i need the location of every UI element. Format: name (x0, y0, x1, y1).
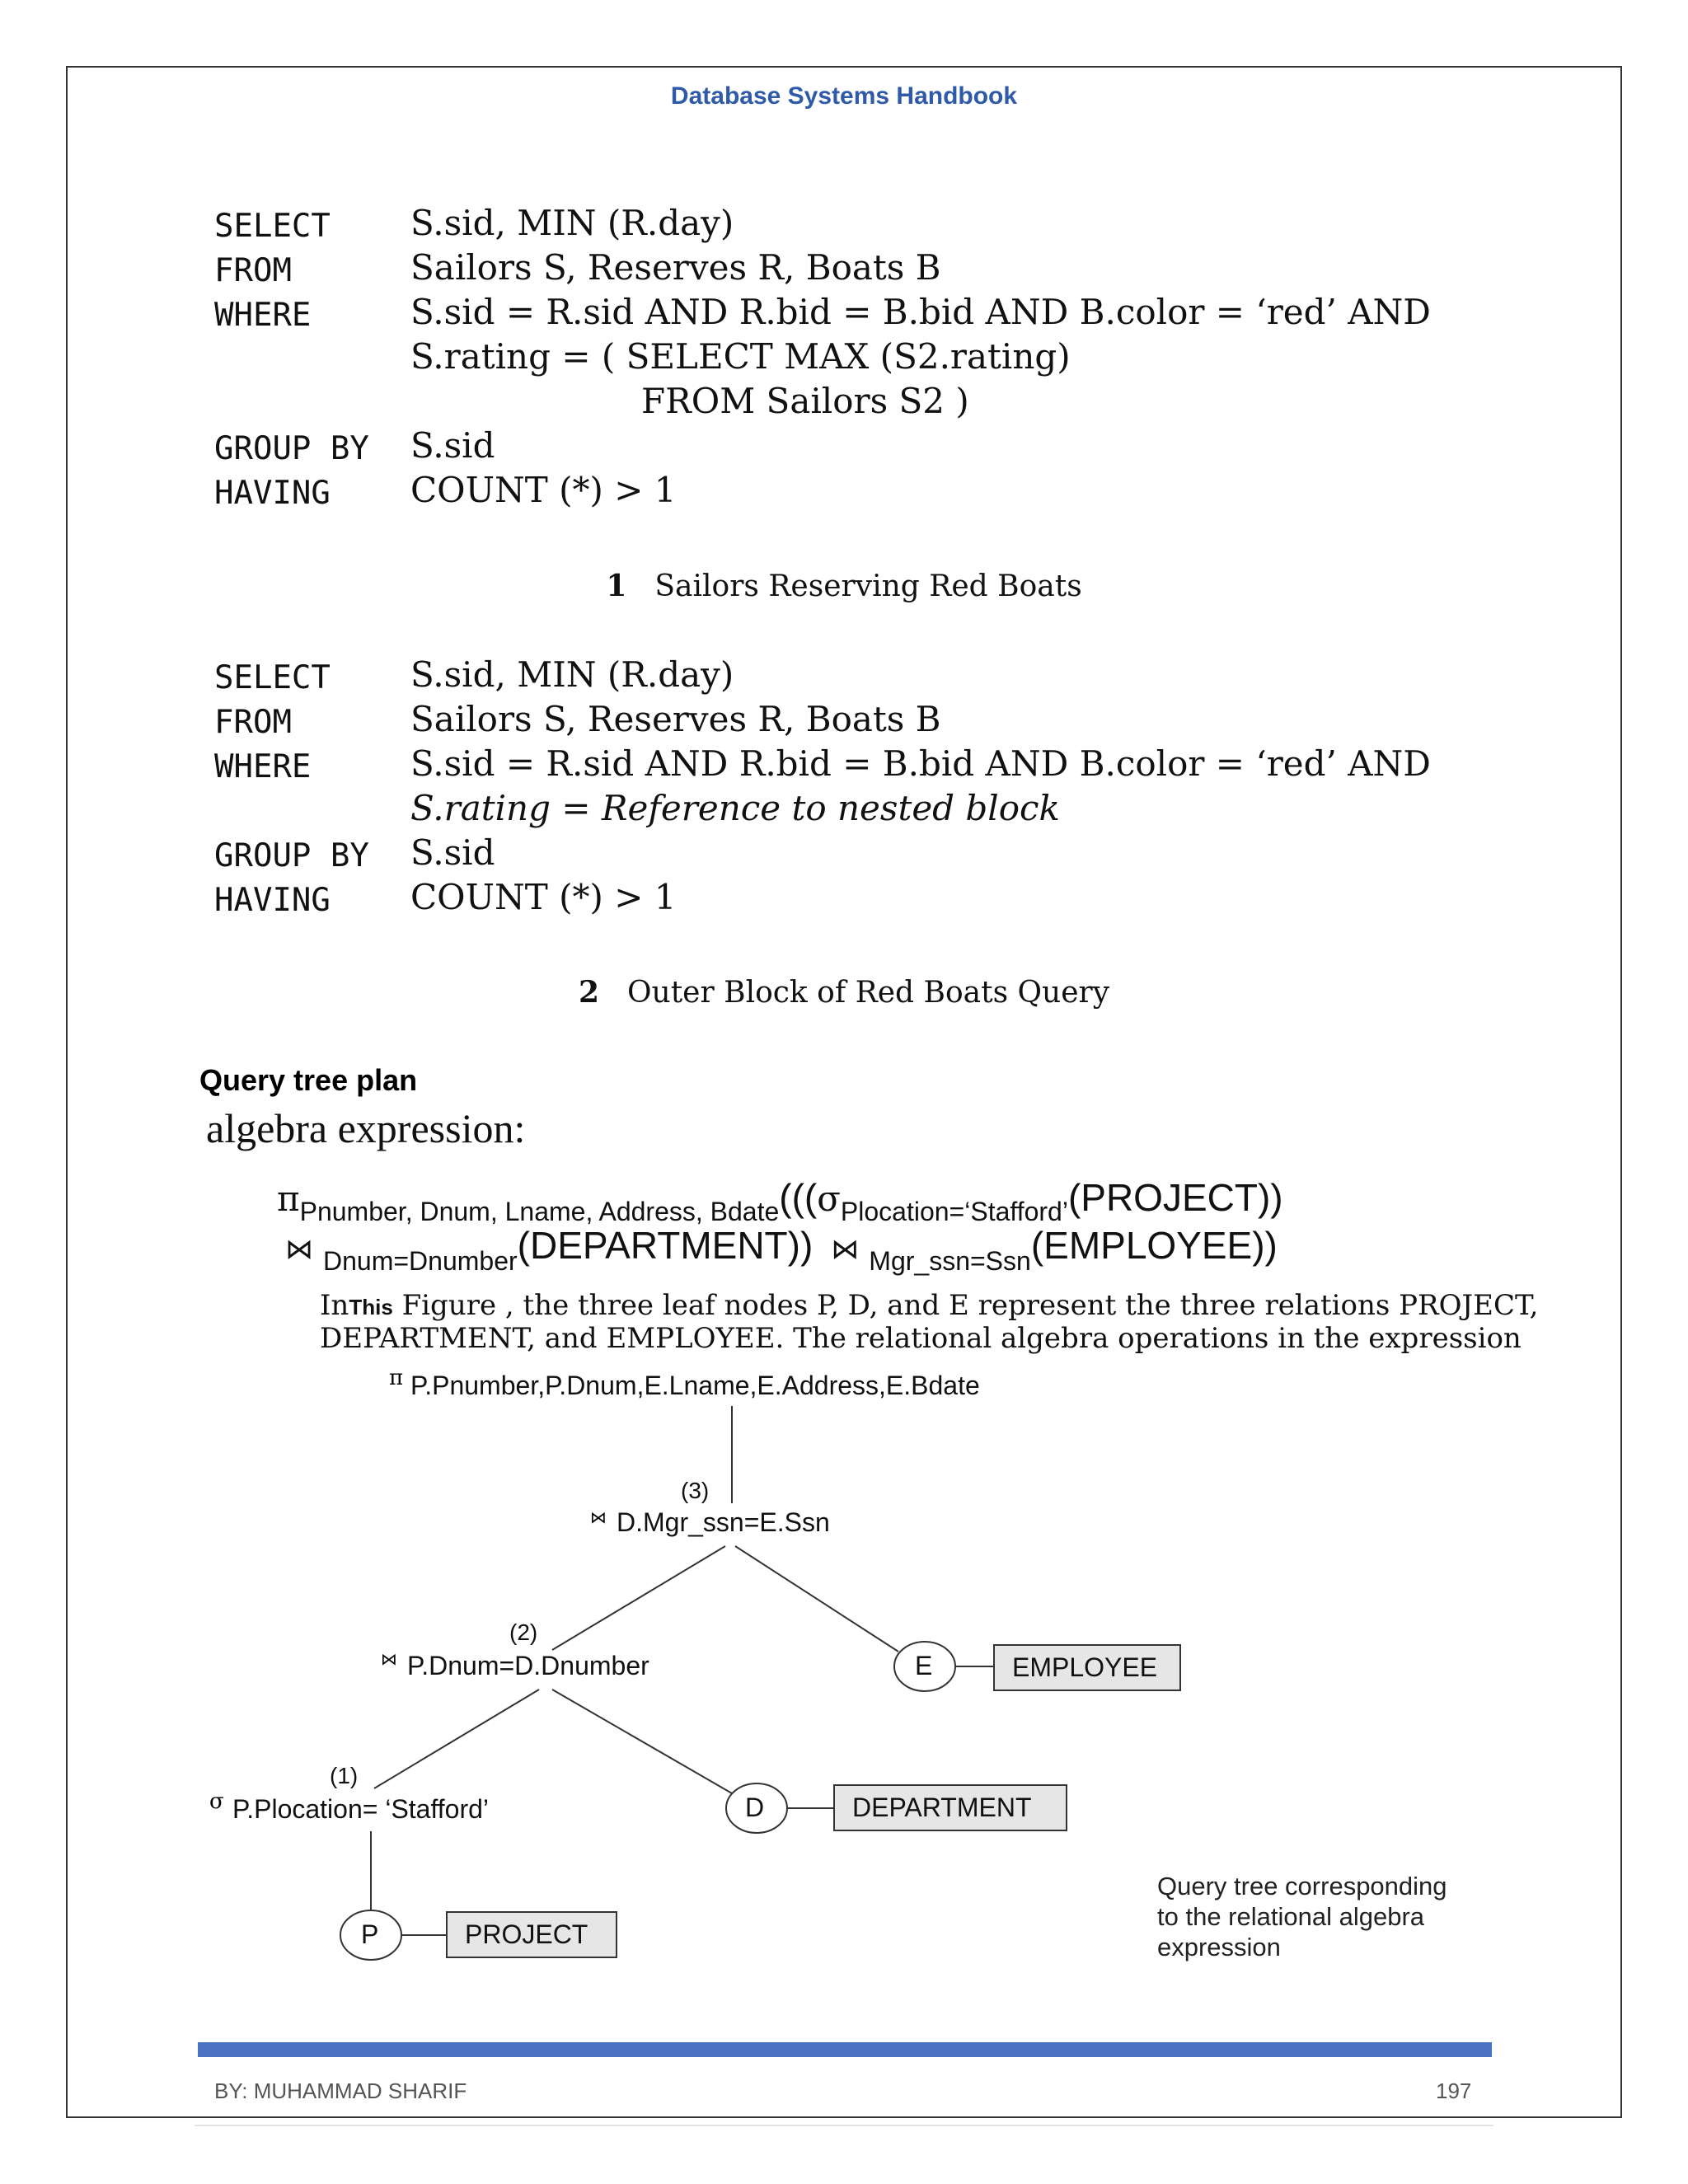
sql-clause: S.sid (410, 832, 495, 873)
sigma-symbol: σ (817, 1179, 841, 1219)
sql-clause: Sailors S, Reserves R, Boats B (410, 699, 941, 739)
sql-clause: S.sid = R.sid AND R.bid = B.bid AND B.color = ‘red’ AND (410, 292, 1431, 332)
page-header-title: Database Systems Handbook (670, 82, 1018, 110)
relation-employee: (EMPLOYEE)) (1030, 1224, 1278, 1267)
tree-node-number: (2) (509, 1619, 538, 1645)
paragraph-prefix: In (320, 1289, 349, 1322)
leaf-e-letter: E (915, 1651, 933, 1680)
leaf-d-letter: D (745, 1793, 765, 1822)
tree-caption-line: Query tree corresponding (1157, 1872, 1447, 1900)
sql-keyword: WHERE (214, 297, 312, 334)
projection-attributes: Pnumber, Dnum, Lname, Address, Bdate (299, 1197, 780, 1226)
relation-department-label: DEPARTMENT (852, 1793, 1032, 1822)
join-symbol: ⋈ (831, 1233, 860, 1266)
leaf-p-letter: P (361, 1919, 379, 1949)
tree-caption-line: expression (1157, 1933, 1281, 1961)
join-symbol: ⋈ (590, 1507, 607, 1527)
sql-keyword: SELECT (214, 208, 331, 245)
sql-clause: S.sid, MIN (R.day) (410, 203, 734, 243)
tree-node-3-label: D.Mgr_ssn=E.Ssn (617, 1507, 830, 1537)
pi-symbol: π (389, 1366, 404, 1390)
caption-text: Sailors Reserving Red Boats (654, 569, 1082, 603)
caption-number: 2 (578, 975, 599, 1010)
paragraph-bold: This (349, 1295, 393, 1319)
join-condition: Dnum=Dnumber (323, 1246, 518, 1276)
tree-root-label: P.Pnumber,P.Dnum,E.Lname,E.Address,E.Bdate (410, 1371, 980, 1400)
selection-condition: Plocation=‘Stafford’ (840, 1197, 1068, 1226)
expression-paren: ((( (779, 1176, 818, 1219)
sql-clause: COUNT (*) > 1 (410, 470, 677, 510)
relation-employee-label: EMPLOYEE (1012, 1652, 1158, 1682)
footer-author: BY: MUHAMMAD SHARIF (214, 2079, 467, 2103)
tree-edge (552, 1690, 732, 1793)
relation-project-label: PROJECT (465, 1919, 588, 1949)
sql-clause: S.sid (410, 425, 495, 466)
tree-edge (374, 1690, 539, 1788)
sigma-symbol: σ (209, 1789, 224, 1814)
tree-caption (1157, 1871, 1447, 1962)
sql-keyword: GROUP BY (214, 837, 369, 874)
sql-clause: FROM Sailors S2 ) (641, 381, 969, 421)
tree-node-2-label: P.Dnum=D.Dnumber (407, 1651, 649, 1680)
paragraph-text: Figure , the three leaf nodes P, D, and E represent the three relations PROJECT, (392, 1289, 1539, 1322)
tree-node-1-label: P.Plocation= ‘Stafford’ (232, 1794, 490, 1824)
sql-keyword: HAVING (214, 882, 331, 919)
sql-keyword: HAVING (214, 475, 331, 512)
tree-caption-line: to the relational algebra (1157, 1902, 1425, 1931)
caption-text: Outer Block of Red Boats Query (627, 976, 1110, 1010)
sql-clause: S.rating = Reference to nested block (410, 788, 1060, 828)
pi-symbol: π (277, 1179, 300, 1219)
footer-rule (195, 2125, 1493, 2126)
section-heading: Query tree plan (199, 1063, 418, 1097)
sql-clause: S.sid, MIN (R.day) (410, 654, 734, 695)
sql-keyword: FROM (214, 704, 292, 741)
sql-clause: S.sid = R.sid AND R.bid = B.bid AND B.color = ‘red’ AND (410, 743, 1431, 784)
sql-keyword: WHERE (214, 748, 312, 785)
sql-keyword: SELECT (214, 659, 331, 696)
footer-bar (198, 2042, 1492, 2057)
caption-number: 1 (606, 569, 627, 603)
join-symbol: ⋈ (285, 1233, 313, 1266)
tree-edge (735, 1546, 898, 1652)
page-number: 197 (1436, 2079, 1472, 2103)
sql-keyword: GROUP BY (214, 430, 369, 467)
algebra-heading: algebra expression: (206, 1105, 526, 1151)
tree-node-number: (3) (681, 1478, 710, 1503)
tree-node-number: (1) (330, 1763, 359, 1788)
relation-project: (PROJECT)) (1067, 1176, 1283, 1219)
join-condition: Mgr_ssn=Ssn (869, 1246, 1031, 1276)
tree-edge (552, 1546, 725, 1650)
sql-clause: COUNT (*) > 1 (410, 877, 677, 917)
sql-keyword: FROM (214, 252, 292, 289)
sql-clause: S.rating = ( SELECT MAX (S2.rating) (410, 336, 1071, 377)
sql-clause: Sailors S, Reserves R, Boats B (410, 247, 941, 288)
join-symbol: ⋈ (381, 1649, 397, 1669)
relation-department: (DEPARTMENT)) (517, 1224, 814, 1267)
explanation-line-2: DEPARTMENT, and EMPLOYEE. The relational algebra operations in the expression (320, 1322, 1522, 1355)
